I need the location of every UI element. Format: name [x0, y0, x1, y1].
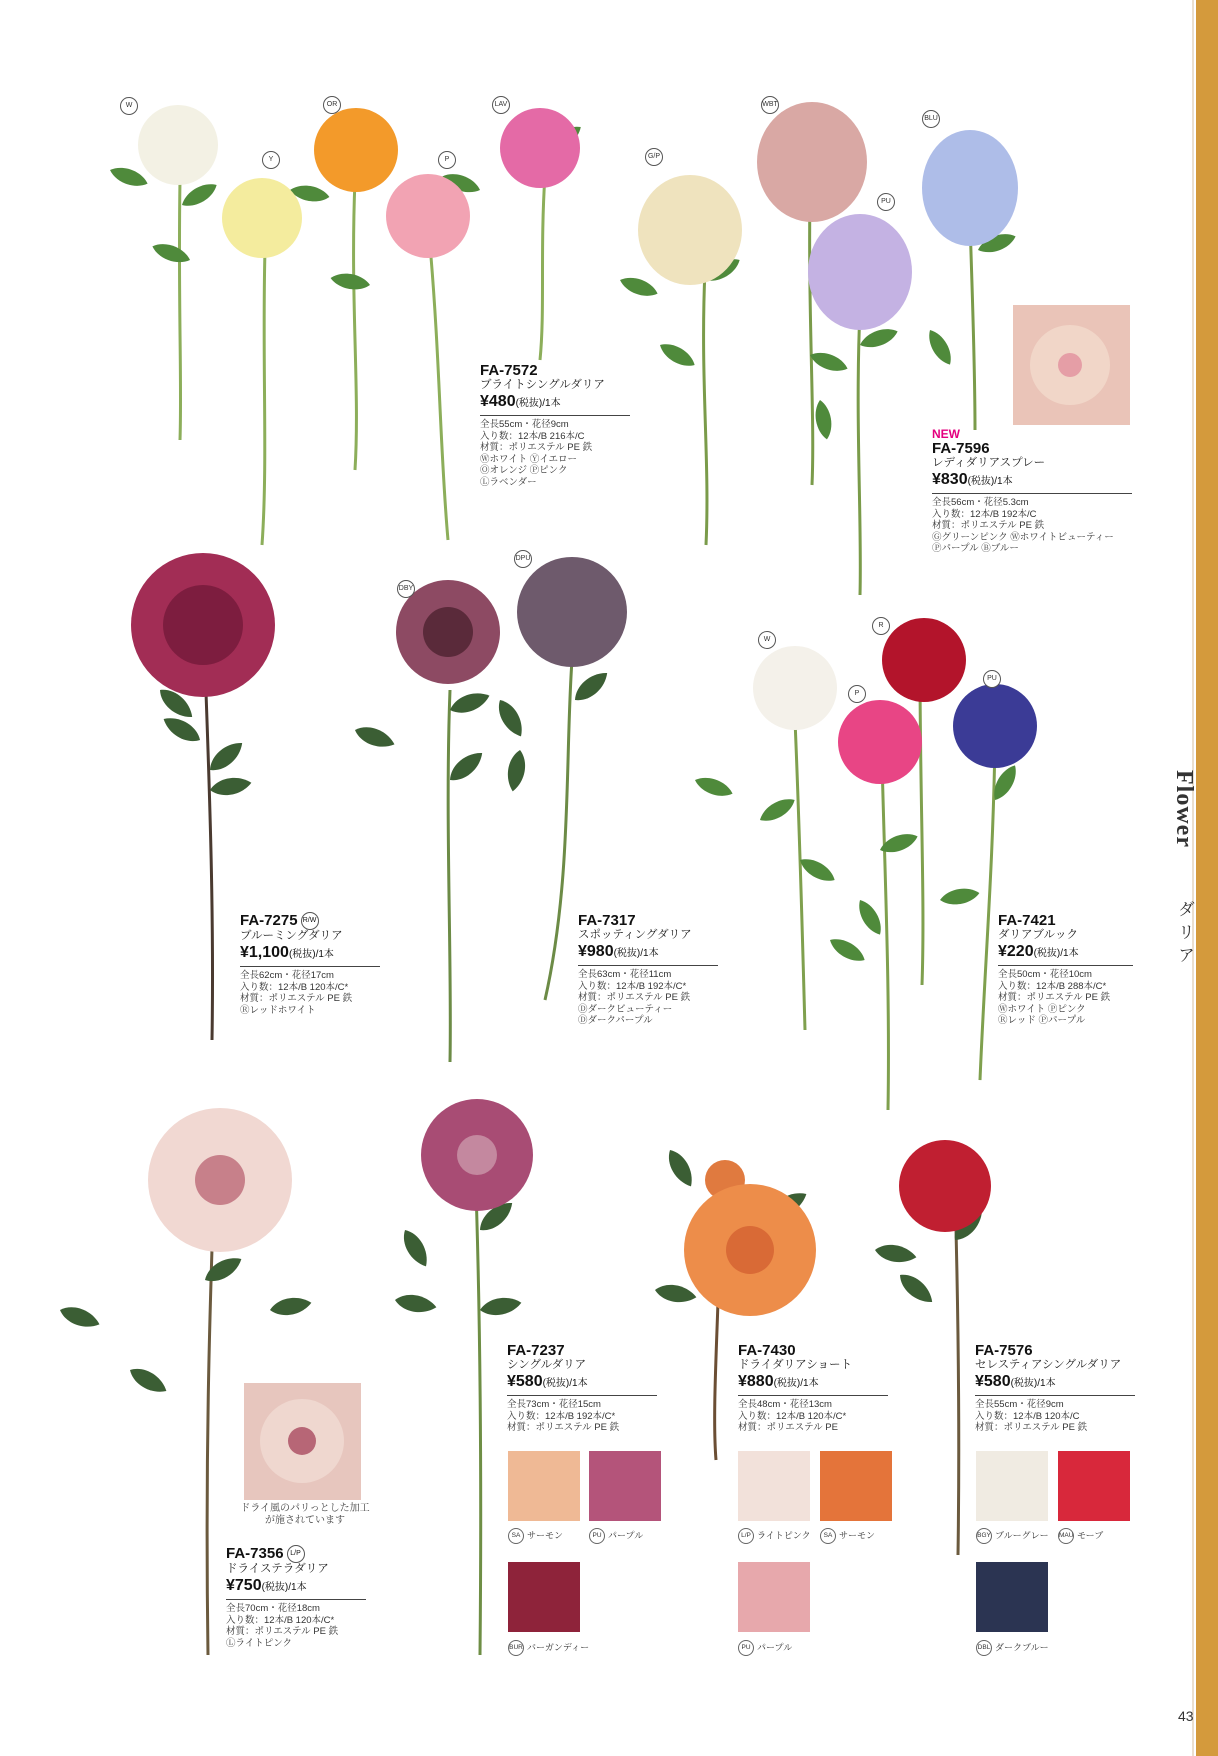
spec-line: 全長48cm・花径13cm — [738, 1399, 832, 1410]
color-bubble: W — [758, 631, 776, 649]
thumb-code: L/P — [738, 1528, 754, 1544]
spec-line: Ⓓダークビューティー — [578, 1003, 673, 1015]
product-fa7430 — [738, 1342, 888, 1434]
thumb-caption — [738, 1640, 792, 1656]
thumb-label: ブルーグレー — [995, 1530, 1049, 1541]
product-fa7275 — [240, 912, 380, 1016]
price-value: ¥830 — [932, 471, 968, 488]
price-tax: (税抜)/1本 — [288, 949, 334, 961]
thumb-caption — [589, 1528, 643, 1544]
color-bubble: P — [848, 685, 866, 703]
spec-line: 全長55cm・花径9cm — [975, 1399, 1064, 1410]
product-price — [998, 942, 1133, 966]
spec-line: 全長55cm・花径9cm — [480, 419, 569, 430]
product-price — [578, 942, 718, 966]
product-code: FA-7421 — [998, 912, 1056, 929]
product-name: セレスティアシングルダリア — [975, 1359, 1122, 1371]
product-fa7317 — [578, 912, 718, 1027]
new-badge: NEW — [932, 427, 960, 441]
price-value: ¥580 — [975, 1373, 1011, 1390]
price-tax: (税抜)/1本 — [542, 1378, 588, 1389]
spec-line: 全長62cm・花径17cm — [240, 970, 334, 982]
product-price — [507, 1372, 657, 1396]
product-name: ブルーミングダリア — [240, 930, 343, 943]
product-fa7572 — [480, 362, 630, 488]
spec-line: 全長56cm・花径5.3cm — [932, 497, 1029, 508]
color-bubble: G/P — [645, 148, 663, 166]
spec-line: Ⓛライトピンク — [226, 1637, 293, 1649]
color-bubble: P — [438, 151, 456, 169]
spec-line: 全長50cm・花径10cm — [998, 969, 1092, 980]
product-price — [480, 392, 630, 416]
color-bubble: Y — [262, 151, 280, 169]
color-bubble: PU — [983, 670, 1001, 688]
spec-line: 材質：ポリエステル PE 鉄 — [975, 1422, 1088, 1433]
product-price — [240, 943, 380, 967]
product-name: ダリアブルック — [998, 929, 1079, 941]
thumb-label: パープル — [608, 1530, 644, 1541]
product-fa7356 — [226, 1545, 366, 1649]
product-price — [226, 1576, 366, 1600]
product-code: FA-7237 — [507, 1342, 565, 1359]
price-tax: (税抜)/1本 — [515, 398, 561, 409]
price-value: ¥750 — [226, 1577, 262, 1595]
spec-line: 入り数：12本/B 192本/C* — [578, 980, 687, 992]
spec-line: 材質：ポリエステル PE — [738, 1422, 838, 1433]
product-name: レディダリアスプレー — [932, 457, 1046, 469]
spec-line: Ⓞオレンジ Ⓟピンク — [480, 465, 568, 476]
color-bubble: PU — [877, 193, 895, 211]
color-bubble: WBT — [761, 96, 779, 114]
product-name: ブライトシングルダリア — [480, 379, 605, 391]
color-badge: R/W — [301, 912, 319, 930]
price-tax: (税抜)/1本 — [613, 948, 659, 959]
product-code: FA-7572 — [480, 362, 538, 379]
color-bubble: R — [872, 617, 890, 635]
spec-line: 入り数：12本/B 120本/C* — [226, 1614, 335, 1626]
price-tax: (税抜)/1本 — [261, 1582, 307, 1594]
thumb-label: モーブ — [1077, 1530, 1104, 1541]
price-value: ¥480 — [480, 393, 516, 410]
thumb-caption — [508, 1528, 563, 1544]
spec-line: 入り数：12本/B 192本/C* — [507, 1410, 616, 1422]
product-fa7596 — [932, 428, 1132, 555]
thumb-code: PU — [738, 1640, 754, 1656]
section-title: Flower — [1171, 770, 1197, 848]
spec-line: Ⓓダークパープル — [578, 1015, 653, 1026]
thumb-label: バーガンディー — [527, 1642, 590, 1653]
spec-line: Ⓡレッドホワイト — [240, 1004, 316, 1016]
thumb-code: BUR — [508, 1640, 524, 1656]
spec-line: 材質：ポリエステル PE 鉄 — [240, 993, 353, 1005]
color-bubble: DBY — [397, 580, 415, 598]
price-tax: (税抜)/1本 — [773, 1378, 819, 1389]
spec-line: 材質：ポリエステル PE 鉄 — [507, 1422, 620, 1433]
product-code: FA-7430 — [738, 1342, 796, 1359]
product-price — [975, 1372, 1135, 1396]
spec-line: 材質：ポリエステル PE 鉄 — [578, 992, 691, 1003]
price-value: ¥220 — [998, 943, 1034, 960]
spec-line: 材質：ポリエステル PE 鉄 — [226, 1626, 339, 1638]
price-value: ¥980 — [578, 943, 614, 960]
thumb-code: SA — [508, 1528, 524, 1544]
product-code: FA-7576 — [975, 1342, 1033, 1359]
spec-line: Ⓡレッド Ⓟパープル — [998, 1015, 1086, 1026]
product-note: ドライ風のパリっとした加工が施されています — [240, 1503, 370, 1526]
thumb-code: PU — [589, 1528, 605, 1544]
spec-line: 入り数：12本/B 120本/C* — [240, 981, 349, 993]
thumb-code: DBL — [976, 1640, 992, 1656]
thumb-label: サーモン — [839, 1530, 876, 1541]
spec-line: 全長63cm・花径11cm — [578, 969, 672, 980]
product-name: スポッティングダリア — [578, 929, 692, 941]
product-fa7237 — [507, 1342, 657, 1434]
color-bubble: BLU — [922, 110, 940, 128]
thumb-label: ライトピンク — [757, 1530, 811, 1541]
spec-line: 入り数：12本/B 216本/C — [480, 430, 585, 442]
color-bubble: DPU — [514, 550, 532, 568]
spec-line: Ⓛラベンダー — [480, 476, 537, 488]
product-price — [932, 470, 1132, 494]
thumb-caption — [976, 1528, 1054, 1544]
product-fa7576 — [975, 1342, 1135, 1434]
color-bubble: OR — [323, 96, 341, 114]
spec-line: 入り数：12本/B 192本/C — [932, 508, 1037, 520]
color-badge: L/P — [287, 1545, 305, 1563]
spec-line: Ⓦホワイト Ⓟピンク — [998, 1003, 1086, 1015]
thumb-label: ダークブルー — [995, 1642, 1049, 1653]
spec-line: 入り数：12本/B 288本/C* — [998, 980, 1107, 992]
product-price — [738, 1372, 888, 1396]
spec-line: 入り数：12本/B 120本/C — [975, 1410, 1080, 1422]
product-code — [240, 912, 380, 930]
thumb-caption — [976, 1640, 1054, 1656]
code-value: FA-7275 — [240, 912, 298, 929]
thumb-caption — [1058, 1528, 1103, 1544]
spec-line: 全長73cm・花径15cm — [507, 1399, 601, 1410]
spec-line: Ⓖグリーンピンク Ⓦホワイトビューティー — [932, 531, 1114, 543]
thumb-caption — [508, 1640, 589, 1656]
spec-line: 材質：ポリエステル PE 鉄 — [932, 520, 1045, 531]
color-bubble: LAV — [492, 96, 510, 114]
thumb-label: パープル — [757, 1642, 793, 1653]
spec-line: 全長70cm・花径18cm — [226, 1603, 320, 1615]
thumb-code: MAU — [1058, 1528, 1074, 1544]
product-code: FA-7317 — [578, 912, 636, 929]
section-subtitle: ダリア — [1174, 900, 1194, 969]
price-tax: (税抜)/1本 — [967, 476, 1013, 487]
product-name: シングルダリア — [507, 1359, 587, 1371]
color-bubble: W — [120, 97, 138, 115]
spec-line: 入り数：12本/B 120本/C* — [738, 1410, 847, 1422]
price-value: ¥1,100 — [240, 944, 289, 962]
product-fa7421 — [998, 912, 1133, 1027]
thumb-caption — [738, 1528, 816, 1544]
price-value: ¥880 — [738, 1373, 774, 1390]
thumb-code: BGY — [976, 1528, 992, 1544]
page-number: 43 — [1178, 1708, 1194, 1724]
spec-line: Ⓟパープル Ⓑブルー — [932, 543, 1019, 554]
product-code — [226, 1545, 366, 1563]
spec-line: 材質：ポリエステル PE 鉄 — [480, 442, 593, 453]
thumb-label: サーモン — [527, 1530, 564, 1541]
price-value: ¥580 — [507, 1373, 543, 1390]
spec-line: Ⓦホワイト Ⓨイエロー — [480, 453, 577, 465]
code-value: FA-7356 — [226, 1545, 284, 1562]
product-name: ドライダリアショート — [738, 1359, 852, 1371]
thumb-caption — [820, 1528, 875, 1544]
price-tax: (税抜)/1本 — [1010, 1378, 1056, 1389]
price-tax: (税抜)/1本 — [1033, 948, 1079, 959]
product-code: FA-7596 — [932, 440, 990, 457]
thumb-code: SA — [820, 1528, 836, 1544]
product-name: ドライステラダリア — [226, 1563, 329, 1576]
spec-line: 材質：ポリエステル PE 鉄 — [998, 992, 1111, 1003]
